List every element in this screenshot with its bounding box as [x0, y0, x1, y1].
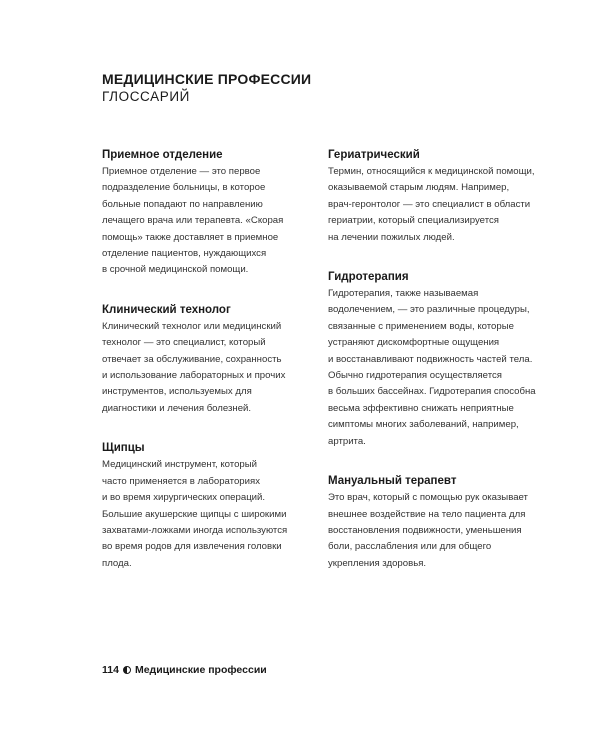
glossary-entry: [102, 302, 302, 417]
right-column: [328, 147, 536, 595]
half-circle-icon: [123, 666, 131, 674]
definition-line: укрепления здоровья.: [328, 557, 427, 569]
definition-line: весьма эффективно снижать неприятные: [328, 402, 514, 414]
page-number: 114: [102, 664, 119, 676]
definition-line: Обычно гидротерапия осуществляется: [328, 370, 502, 382]
page-header: [102, 70, 311, 106]
definition-line: часто применяется в лабораториях: [102, 475, 260, 487]
definition-line: гериатрии, который специализируется: [328, 215, 499, 227]
definition-line: лечащего врача или терапевта. «Скорая: [102, 215, 284, 227]
definition-line: артрита.: [328, 435, 366, 447]
definition-line: водолечением, — это различные процедуры,: [328, 304, 530, 316]
definition-line: плода.: [102, 557, 132, 569]
definition-line: Большие акушерские щипцы с широкими: [102, 508, 287, 520]
definition-line: и использование лабораторных и прочих: [102, 370, 286, 382]
definition-line: Гидротерапия, также называемая: [328, 288, 479, 300]
definition-line: Приемное отделение — это первое: [102, 166, 261, 177]
glossary-term: Гидротерапия: [328, 271, 409, 284]
definition-line: врач-геронтолог — это специалист в области: [328, 198, 531, 210]
footer-section-title: Медицинские профессии: [134, 664, 267, 676]
definition-line: технолог — это специалист, который: [102, 337, 266, 349]
definition-line: и восстанавливают подвижность частей тела.: [328, 353, 533, 365]
definition-line: симптомы многих заболеваний, например,: [328, 419, 519, 431]
glossary-entry: [102, 147, 302, 279]
page-title: МЕДИЦИНСКИЕ ПРОФЕССИИ: [102, 71, 312, 87]
definition-line: подразделение больницы, в которое: [102, 182, 266, 194]
definition-line: внешнее воздействие на тело пациента для: [328, 508, 526, 520]
definition-line: во время родов для извлечения головки: [102, 541, 282, 553]
definition-line: в срочной медицинской помощи.: [102, 264, 249, 276]
definition-line: на лечении пожилых людей.: [328, 231, 455, 243]
definition-line: диагностики и лечения болезней.: [102, 402, 252, 414]
glossary-term: Гериатрический: [328, 149, 420, 161]
definition-line: Это врач, который с помощью рук оказывает: [328, 492, 528, 504]
glossary-entry: [328, 269, 536, 450]
page-footer: [102, 664, 267, 676]
glossary-term: Мануальный терапевт: [328, 475, 457, 488]
definition-line: устраняют дискомфортные ощущения: [328, 337, 500, 349]
definition-line: Клинический технолог или медицинский: [102, 320, 282, 332]
definition-line: больные попадают по направлению: [102, 198, 263, 210]
definition-line: в больших бассейнах. Гидротерапия способна: [328, 386, 536, 398]
glossary-term: Клинический технолог: [102, 303, 231, 316]
glossary-term: Щипцы: [102, 442, 145, 455]
definition-line: отделение пациентов, нуждающихся: [102, 248, 267, 260]
definition-line: Термин, относящийся к медицинской помощи,: [328, 166, 535, 177]
definition-line: оказываемой старым людям. Например,: [328, 182, 510, 194]
glossary-entry: [328, 473, 528, 572]
definition-line: и во время хирургических операций.: [102, 492, 266, 504]
glossary-entry: [328, 147, 535, 246]
definition-line: помощь» также доставляет в приемное: [102, 231, 279, 243]
definition-line: связанные с применением воды, которые: [328, 320, 514, 332]
definition-line: захватами-ложками иногда используются: [102, 524, 288, 536]
definition-line: отвечает за обслуживание, сохранность: [102, 353, 282, 365]
definition-line: Медицинский инструмент, который: [102, 459, 258, 471]
definition-line: восстановления подвижности, уменьшения: [328, 524, 522, 536]
definition-line: инструментов, используемых для: [102, 386, 252, 398]
glossary-term: Приемное отделение: [102, 149, 223, 161]
left-column: [102, 147, 302, 595]
definition-line: боли, расслабления или для общего: [328, 541, 492, 553]
glossary-entry: [102, 440, 302, 572]
page-subtitle: ГЛОССАРИЙ: [102, 89, 190, 104]
